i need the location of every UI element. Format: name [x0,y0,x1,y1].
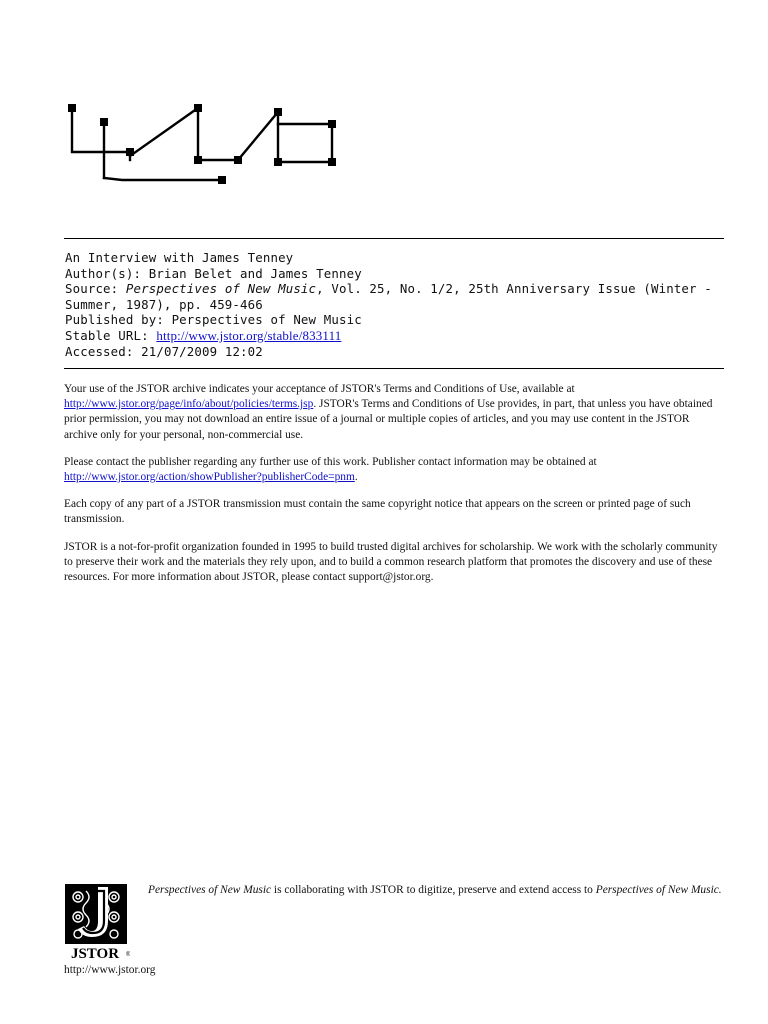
authors-line [65,266,725,282]
publisher-contact-paragraph [64,455,724,485]
jstor-logo-text: JSTOR [70,946,120,959]
publisher-contact-text: Please contact the publisher regarding any further use of this work. Publisher contact information may be obtained at [64,455,597,468]
collaboration-statement [148,884,728,896]
terms-text-b: . JSTOR's Terms and Conditions of Use provides, in part, that unless you have obtained prior permission, you may not download an entire issue of a journal or multiple copies of articles, and you may use content in the JSTOR archive only for your personal, non-commercial use. [64,398,713,441]
bottom-divider [64,368,724,369]
source-line [65,281,725,312]
stable-url-line [65,328,725,344]
article-metadata [65,250,725,359]
journal-name: Perspectives of New Music [148,884,272,896]
terms-link[interactable]: http://www.jstor.org/page/info/about/policies/terms.jsp [64,398,314,411]
accessed-label: Accessed: [65,343,134,359]
svg-text:®: ® [126,952,130,958]
journal-name-end: Perspectives of New Music. [595,884,722,896]
publisher-label: Published by: [65,312,164,328]
copyright-paragraph: Each copy of any part of a JSTOR transmission must contain the same copyright notice that appears on the screen or printed page of such transmission. [64,498,691,526]
accessed-value: 21/07/2009 12:02 [141,343,263,359]
jstor-url[interactable]: http://www.jstor.org [64,964,156,976]
publisher-contact-link[interactable]: http://www.jstor.org/action/showPublisher?publisherCode=pnm [64,471,355,484]
terms-text-a: Your use of the JSTOR archive indicates your acceptance of JSTOR's Terms and Conditions of Use, available at [64,383,575,395]
collaboration-text: is collaborating with JSTOR to digitize, preserve and extend access to [271,884,596,896]
accessed-line [65,344,725,360]
source-label: Source: [65,281,119,297]
authors-value: Brian Belet and James Tenney [148,265,362,281]
jstor-logo-icon [64,883,130,959]
about-jstor-paragraph: JSTOR is a not-for-profit organization founded in 1995 to build trusted digital archives for scholarship. We work with the scholarly community to preserve their work and the materials they rely upon, and to build a common research platform that promotes the discovery and use of these resources. For more information about JSTOR, please contact support@jstor.org. [64,540,718,584]
authors-label: Author(s): [65,265,142,281]
publisher-value: Perspectives of New Music [171,312,362,328]
top-divider [64,238,724,239]
terms-paragraph [64,382,724,443]
jstor-wordmark-nodes-icon [62,96,342,190]
article-title: An Interview with James Tenney [65,250,294,265]
source-journal: Perspectives of New Music [125,281,317,297]
stable-url-label: Stable URL: [65,327,149,343]
publisher-line [65,312,725,328]
source-details: , Vol. 25, No. 1/2, 25th Anniversary Issue (Winter - Summer, 1987), pp. 459-466 [65,281,712,312]
publisher-contact-end: . [354,471,358,484]
terms-notice [64,382,724,597]
stable-url-link[interactable]: http://www.jstor.org/stable/833111 [156,327,342,343]
